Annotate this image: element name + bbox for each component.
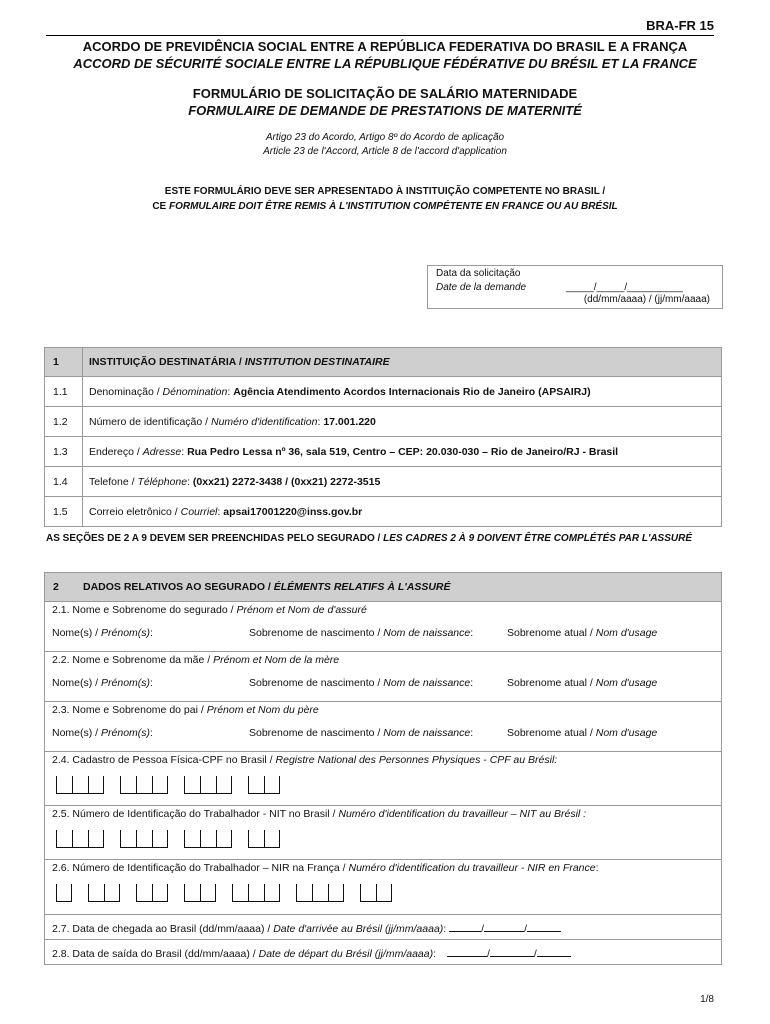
form-title-pt: FORMULÁRIO DE SOLICITAÇÃO DE SALÁRIO MATERNIDADE [192, 86, 578, 101]
row-number: 1.3 [45, 437, 83, 467]
nir-cell [45, 860, 722, 915]
departure-date-cell[interactable] [45, 940, 722, 965]
row-number: 1.2 [45, 407, 83, 437]
date-slash: / [481, 922, 485, 935]
section-2-number: 2 [53, 581, 59, 593]
label-fr: Numéro d'identification du travailleur - NIR en France [348, 862, 596, 874]
request-date-label-fr: Date de la demande [436, 282, 527, 293]
arrival-date-cell[interactable] [45, 915, 722, 940]
insured-name-label [52, 604, 714, 616]
departure-date-row [45, 940, 722, 965]
section-2-title-pt: DADOS RELATIVOS AO SEGURADO / [83, 581, 274, 593]
agreement-title-fr: ACCORD DE SÉCURITÉ SOCIALE ENTRE LA RÉPUBLIQUE FÉDÉRATIVE DU BRÉSIL ET LA FRANCE [73, 56, 697, 71]
departure-day-line[interactable] [447, 945, 487, 957]
label-pt: 2.4. Cadastro de Pessoa Física-CPF no Brasil / [52, 754, 276, 766]
insured-name-row [45, 602, 722, 652]
instruction-prefix: CE [152, 201, 169, 212]
date-slash: / [524, 922, 527, 935]
institution-address-row [45, 437, 722, 467]
field-label-fr: Courriel [180, 505, 218, 518]
birth-surname-label: Sobrenome de nascimento / Nom de naissance: [249, 677, 474, 689]
submission-instruction-fr [0, 201, 770, 212]
birth-surname-label: Sobrenome de nascimento / Nom de naissance: [249, 727, 474, 739]
birth-surname-label: Sobrenome de nascimento / Nom de naissance: [249, 627, 474, 639]
field-label-pt: Denominação / [89, 385, 163, 398]
sections-note-pt: AS SEÇÕES DE 2 A 9 DEVEM SER PREENCHIDAS PELO SEGURADO / [46, 533, 384, 544]
departure-month-line[interactable] [490, 945, 534, 957]
label-pt: 2.5. Número de Identificação do Trabalhador - NIT no Brasil / [52, 808, 339, 820]
field-label-fr: Téléphone [137, 475, 188, 488]
label-fr: Date de départ du Brésil (jj/mm/aaaa) [258, 947, 434, 960]
arrival-date-row [45, 915, 722, 940]
mother-name-row [45, 652, 722, 702]
field-value: Rua Pedro Lessa nº 36, sala 519, Centro – CEP: 20.030-030 – Rio de Janeiro/RJ - Brasil [187, 445, 619, 458]
name-fields [52, 677, 714, 689]
section-1-title [83, 348, 722, 377]
request-date-field[interactable]: _____/_____/__________ [566, 282, 683, 293]
arrival-year-line[interactable] [527, 920, 561, 932]
nir-digit-boxes[interactable] [56, 884, 714, 902]
father-name-row [45, 702, 722, 752]
label-fr: Prénom et Nom de d'assuré [236, 604, 367, 616]
field-label-pt: Número de identificação / [89, 415, 211, 428]
section-2-title-fr: ÉLÉMENTS RELATIFS À L'ASSURÉ [273, 581, 451, 593]
label-pt: 2.1. Nome e Sobrenome do segurado / [52, 604, 237, 616]
row-number: 1.5 [45, 497, 83, 527]
agreement-title-pt: ACORDO DE PREVIDÊNCIA SOCIAL ENTRE A REPÚBLICA FEDERATIVA DO BRASIL E A FRANÇA [82, 39, 688, 54]
header-rule [46, 35, 714, 36]
institution-name [83, 377, 722, 407]
father-name-label [52, 704, 714, 716]
sections-note [46, 532, 726, 546]
nir-row [45, 860, 722, 915]
field-label-pt: Telefone / [89, 475, 138, 488]
nir-label [52, 862, 714, 874]
label-fr: Date d'arrivée au Brésil (jj/mm/aaaa) [273, 922, 444, 935]
cpf-row [45, 752, 722, 806]
nit-row [45, 806, 722, 860]
institution-address [83, 437, 722, 467]
legal-basis-fr: Article 23 de l'Accord, Article 8 de l'accord d'application [263, 146, 507, 157]
sections-note-fr: LES CADRES 2 À 9 DOIVENT ÊTRE COMPLÉTÉS PAR L'ASSURÉ [383, 533, 693, 544]
section-1-title-pt: INSTITUIÇÃO DESTINATÁRIA / [89, 356, 245, 368]
given-name-label: Nome(s) / Prénom(s): [52, 677, 153, 689]
institution-name-row [45, 377, 722, 407]
name-fields [52, 627, 714, 639]
section-1-header [45, 348, 722, 377]
form-title-fr: FORMULAIRE DE DEMANDE DE PRESTATIONS DE MATERNITÉ [188, 103, 582, 118]
nit-cell [45, 806, 722, 860]
request-date-box [427, 265, 723, 309]
section-2-title [45, 573, 722, 602]
submission-instruction-pt: ESTE FORMULÁRIO DEVE SER APRESENTADO À INSTITUIÇÃO COMPETENTE NO BRASIL / [164, 186, 606, 197]
institution-id [83, 407, 722, 437]
mother-name-label [52, 654, 714, 666]
page-number: 1/8 [700, 994, 714, 1005]
given-name-label: Nome(s) / Prénom(s): [52, 627, 153, 639]
departure-year-line[interactable] [537, 945, 571, 957]
field-value: 17.001.220 [323, 415, 376, 428]
date-slash: / [486, 947, 490, 960]
field-label-pt: Correio eletrônico / [89, 505, 181, 518]
institution-email-row [45, 497, 722, 527]
nit-digit-boxes[interactable] [56, 830, 714, 848]
label-fr: Registre National des Personnes Physiques - CPF au Brésil: [275, 754, 558, 766]
label-pt: 2.2. Nome e Sobrenome da mãe / [52, 654, 214, 666]
label-pt: 2.6. Número de Identificação do Trabalhador – NIR na França / [52, 862, 349, 874]
field-label-fr: Adresse [142, 445, 182, 458]
field-label-fr: Dénomination [162, 385, 228, 398]
field-separator: : [317, 415, 324, 428]
arrival-day-line[interactable] [449, 920, 481, 932]
institution-id-row [45, 407, 722, 437]
label-colon: : [595, 862, 599, 874]
label-pt: 2.7. Data de chegada ao Brasil (dd/mm/aaaa) / [52, 922, 274, 935]
field-separator: : [181, 445, 188, 458]
request-date-label-pt: Data da solicitação [436, 268, 521, 279]
label-colon: : [433, 947, 437, 960]
label-fr: Prénom et Nom de la mère [213, 654, 340, 666]
field-separator: : [187, 475, 193, 488]
father-name-cell[interactable] [45, 702, 722, 752]
instruction-text-fr: FORMULAIRE DOIT ÊTRE REMIS À L'INSTITUTION COMPÉTENTE EN FRANCE OU AU BRÉSIL [168, 201, 618, 212]
cpf-digit-boxes[interactable] [56, 776, 714, 794]
current-surname-label: Sobrenome atual / Nom d'usage [507, 677, 658, 689]
section-1-title-fr: INSTITUTION DESTINATAIRE [244, 356, 390, 368]
mother-name-cell[interactable] [45, 652, 722, 702]
request-date-format: (dd/mm/aaaa) / (jj/mm/aaaa) [583, 294, 710, 305]
row-number: 1.4 [45, 467, 83, 497]
current-surname-label: Sobrenome atual / Nom d'usage [507, 727, 658, 739]
field-value: (0xx21) 2272-3438 / (0xx21) 2272-3515 [192, 475, 381, 488]
form-code: BRA-FR 15 [646, 18, 714, 33]
section-2-insured [44, 572, 722, 965]
current-surname-label: Sobrenome atual / Nom d'usage [507, 627, 658, 639]
section-1-number: 1 [45, 348, 83, 377]
label-pt: 2.3. Nome e Sobrenome do pai / [52, 704, 207, 716]
cpf-cell [45, 752, 722, 806]
date-slash: / [533, 947, 537, 960]
name-fields [52, 727, 714, 739]
given-name-label: Nome(s) / Prénom(s): [52, 727, 153, 739]
insured-name-cell[interactable] [45, 602, 722, 652]
label-pt: 2.8. Data de saída do Brasil (dd/mm/aaaa) / [52, 947, 259, 960]
field-label-fr: Numéro d'identification [210, 415, 318, 428]
field-label-pt: Endereço / [89, 445, 143, 458]
section-2-header [45, 573, 722, 602]
field-value: apsai17001220@inss.gov.br [223, 505, 363, 518]
legal-basis-pt: Artigo 23 do Acordo, Artigo 8º do Acordo de aplicação [265, 132, 505, 143]
field-separator: : [217, 505, 224, 518]
institution-email [83, 497, 722, 527]
label-fr: Prénom et Nom du père [206, 704, 319, 716]
label-colon: : [443, 922, 447, 935]
cpf-label [52, 754, 714, 766]
nit-label [52, 808, 714, 820]
field-value: Agência Atendimento Acordos Internacionais Rio de Janeiro (APSAIRJ) [233, 385, 591, 398]
row-number: 1.1 [45, 377, 83, 407]
field-separator: : [227, 385, 234, 398]
label-fr: Numéro d'identification du travailleur – NIT au Brésil : [338, 808, 587, 820]
institution-phone [83, 467, 722, 497]
section-1-institution [44, 347, 722, 527]
institution-phone-row [45, 467, 722, 497]
arrival-month-line[interactable] [484, 920, 524, 932]
